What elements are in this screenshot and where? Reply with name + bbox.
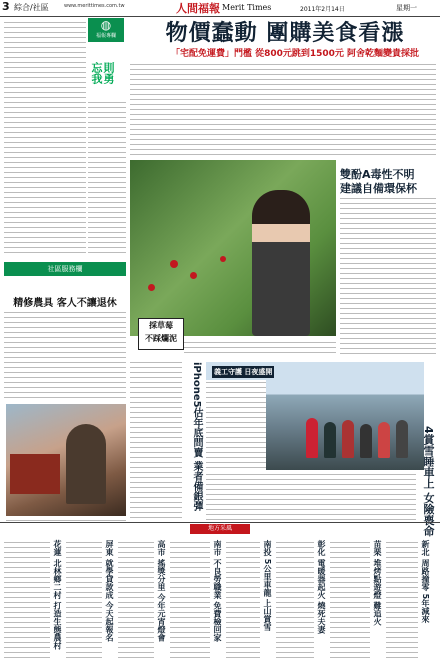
community-body-text	[4, 310, 126, 402]
snow-headline: 4賞雪睡車上 女險喪命	[422, 426, 435, 537]
column-body-text-2	[88, 100, 126, 256]
photo-tag-line-1: 採草莓	[149, 321, 173, 330]
column-title-line-2: 則勇	[102, 62, 115, 84]
column-badge-label: 福報專欄	[95, 33, 116, 39]
local-headline: 苗栗 堆烤點遊燈 難追火	[373, 540, 382, 626]
strawberry-shape	[220, 256, 226, 262]
column-badge	[88, 18, 124, 42]
main-headline: 物價蠢動 團購美食看漲	[165, 20, 405, 46]
local-body-text	[4, 540, 50, 658]
photo-person-shape	[66, 424, 106, 504]
festival-body-text	[206, 380, 266, 470]
right-story-headline-2: 建議自備環保杯	[340, 182, 417, 195]
page-number: 3	[2, 0, 10, 13]
strawberry-shape	[148, 284, 155, 291]
site-url[interactable]: www.merittimes.com.tw	[64, 3, 125, 9]
festival-headline: 義工守護 日夜盛開	[214, 368, 273, 376]
local-headline: 南投 5公里車龍 上山賞雪	[263, 540, 272, 632]
issue-weekday: 星期一	[396, 4, 417, 12]
local-body-text	[170, 540, 210, 658]
section-label: 綜合/社區	[14, 3, 49, 12]
newspaper-logo: 人間福報	[176, 2, 220, 15]
strawberry-shape	[170, 260, 178, 268]
community-headline: 精修農具 客人不讓退休	[13, 298, 117, 309]
column-body-text	[4, 20, 86, 256]
local-headline: 南市 不良勞職業 免費檢回家	[213, 540, 222, 642]
photo-person-shape	[324, 422, 336, 458]
local-body-text	[118, 540, 154, 658]
local-body-text	[276, 540, 314, 658]
photo-tag	[138, 318, 184, 350]
issue-date: 2011年2月14日	[300, 6, 345, 13]
local-body-text	[66, 540, 102, 658]
photo-machine-shape	[10, 454, 60, 494]
photo-person-shape	[396, 420, 408, 458]
photo-caption-1	[184, 340, 336, 356]
local-body-text	[386, 540, 418, 658]
local-body-text	[226, 540, 260, 658]
photo-farm-tools	[6, 404, 126, 516]
local-headline: 新北 周路撞零 5年減來	[421, 540, 430, 624]
column-badge-icon: ◍	[100, 18, 112, 32]
photo-person-shape	[306, 418, 318, 458]
strawberry-shape	[190, 272, 197, 279]
photo-person-shape	[378, 422, 390, 458]
newspaper-logo-en: Merit Times	[222, 3, 272, 12]
local-headline: 高市 搖獎分里 今年元宵燈會	[157, 540, 166, 642]
community-tag: 社區服務欄	[4, 262, 126, 276]
local-headline: 花蓮 北林鄉二村 打造生態農村	[53, 540, 62, 650]
iphone-headline: iPhone5估年底問賣 業者備銀彈	[191, 362, 202, 512]
snow-body-text	[206, 472, 416, 520]
main-body-text	[130, 62, 436, 158]
photo-tag-line-2: 不踩爛泥	[145, 334, 177, 343]
photo-person-shape	[360, 424, 372, 458]
photo-strawberry-farm	[130, 160, 336, 336]
iphone-body-text	[130, 360, 182, 520]
local-headline: 彰化 電暖器起火 燒死夫妻	[317, 540, 326, 634]
local-body-text	[330, 540, 370, 658]
main-subhead: 「宅配免運費」門檻 從800元跳到1500元 阿舍乾麵變貴採批	[170, 49, 420, 59]
right-story-headline-1: 雙酚A毒性不明	[340, 168, 415, 181]
photo-girl-shape	[252, 190, 310, 336]
column-title-line-1: 忘我	[90, 62, 103, 84]
photo-person-shape	[342, 420, 354, 458]
local-headline: 屏東 就學貸款成 今天起報名	[105, 540, 114, 642]
local-news-tag: 地方采風	[190, 524, 250, 534]
right-story-body	[340, 196, 436, 356]
